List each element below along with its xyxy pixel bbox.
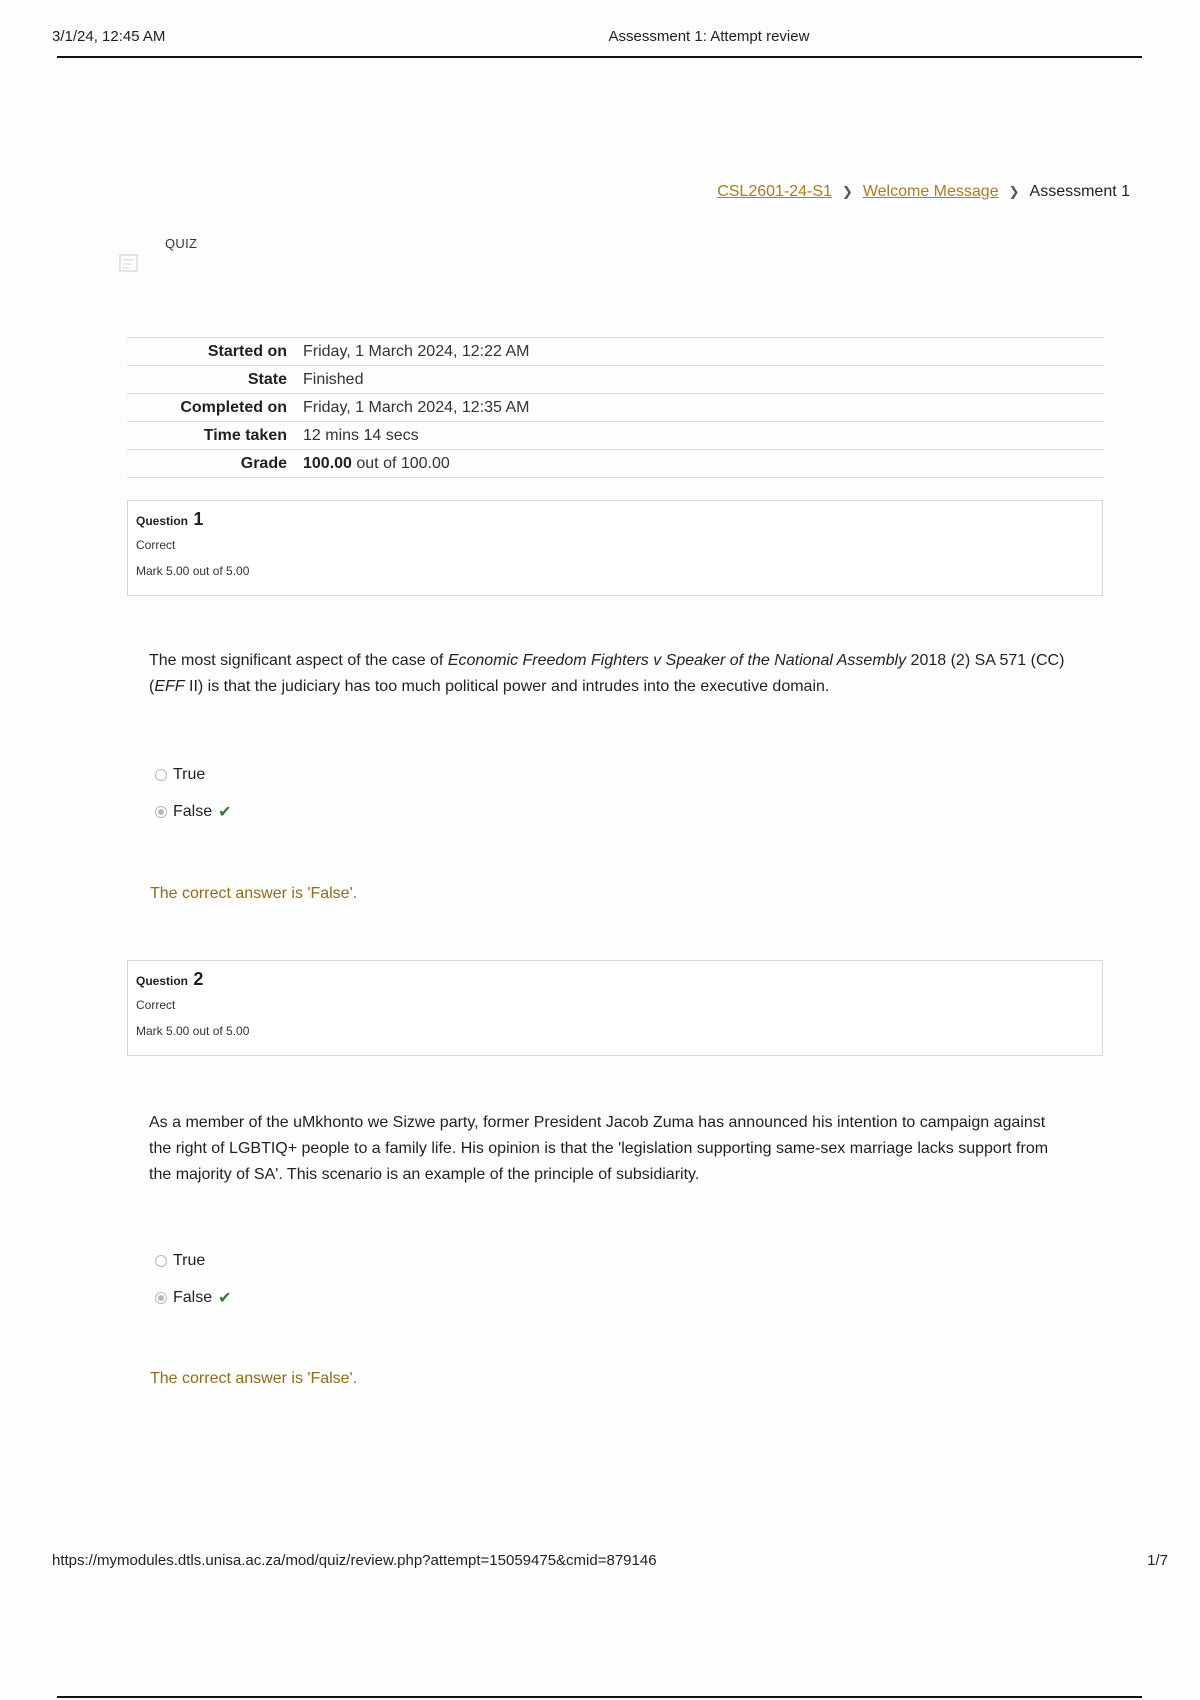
answer-label: False <box>173 1289 213 1306</box>
chevron-right-icon: ❯ <box>1008 184 1020 199</box>
question-text: As a member of the uMkhonto we Sizwe party, former President Jacob Zuma has announced his intention to campaign against the right of LGBTIQ+ people to a family life. His opinion is that the 'legislation supporting same-sex marriage lacks support from the majority of SA'. This scenario is an example of the principle of subsidiarity. <box>149 1114 1049 1183</box>
breadcrumb-section-link[interactable]: Welcome Message <box>862 183 999 200</box>
summary-row <box>127 450 1104 478</box>
question-number-value: 2 <box>193 969 204 989</box>
answer-option[interactable] <box>155 766 205 784</box>
answer-option[interactable] <box>155 1252 205 1270</box>
print-header-title: Assessment 1: Attempt review <box>608 28 810 45</box>
summary-label: State <box>247 370 287 388</box>
question-number: Question 1 <box>136 509 204 529</box>
answer-label: False <box>173 803 213 820</box>
footer-divider <box>57 1696 1142 1698</box>
radio-button-selected[interactable] <box>155 1292 167 1304</box>
quiz-icon <box>118 252 140 274</box>
summary-grade-value <box>303 450 1104 478</box>
grade-score: 100.00 <box>303 454 352 472</box>
question-number-value: 1 <box>193 509 204 529</box>
right-answer-feedback: The correct answer is 'False'. <box>150 885 358 902</box>
print-footer-page-number: 1/7 <box>1147 1552 1168 1569</box>
summary-row <box>127 394 1104 422</box>
question-info-box <box>127 500 1103 596</box>
grade-max: out of 100.00 <box>351 454 450 472</box>
activity-type-label: QUIZ <box>165 236 198 251</box>
question-info-box <box>127 960 1103 1056</box>
print-header-date: 3/1/24, 12:45 AM <box>52 28 166 45</box>
summary-row <box>127 422 1104 450</box>
radio-button[interactable] <box>155 1255 167 1267</box>
chevron-right-icon: ❯ <box>841 184 853 199</box>
radio-button[interactable] <box>155 769 167 781</box>
summary-value: 12 mins 14 secs <box>303 426 419 444</box>
question-number: Question 2 <box>136 969 204 989</box>
summary-row <box>127 366 1104 394</box>
summary-label: Started on <box>207 342 287 360</box>
question-text: The most significant aspect of the case of Economic Freedom Fighters v Speaker of the National Assembly 2018 (2) SA 571 (CC) (EFF II) is that the judiciary has too much political power and intrudes into the executive domain. <box>149 652 1065 695</box>
attempt-summary-table <box>127 337 1104 478</box>
breadcrumb-course-link[interactable]: CSL2601-24-S1 <box>717 183 832 200</box>
print-footer-url: https://mymodules.dtls.unisa.ac.za/mod/quiz/review.php?attempt=15059475&cmid=879146 <box>52 1552 657 1569</box>
summary-row <box>127 338 1104 366</box>
checkmark-icon: ✔ <box>218 1290 232 1307</box>
answer-option[interactable] <box>155 802 232 822</box>
summary-label: Completed on <box>180 398 287 416</box>
question-mark: Mark 5.00 out of 5.00 <box>136 1024 250 1038</box>
checkmark-icon: ✔ <box>218 804 232 821</box>
answer-label: True <box>173 1252 206 1269</box>
summary-label: Time taken <box>203 426 287 444</box>
right-answer-feedback: The correct answer is 'False'. <box>150 1370 358 1387</box>
summary-value: Finished <box>303 370 364 388</box>
breadcrumb-current: Assessment 1 <box>1029 183 1130 200</box>
question-state: Correct <box>136 538 176 552</box>
summary-label: Grade <box>240 454 287 472</box>
summary-value: Friday, 1 March 2024, 12:35 AM <box>303 398 530 416</box>
answer-label: True <box>173 766 206 783</box>
case-short-name: EFF <box>154 678 185 695</box>
breadcrumb <box>717 183 1130 201</box>
radio-button-selected[interactable] <box>155 806 167 818</box>
question-state: Correct <box>136 998 176 1012</box>
answer-option[interactable] <box>155 1288 232 1308</box>
case-name: Economic Freedom Fighters v Speaker of the National Assembly <box>447 652 907 669</box>
question-mark: Mark 5.00 out of 5.00 <box>136 564 250 578</box>
summary-value: Friday, 1 March 2024, 12:22 AM <box>303 342 530 360</box>
header-divider <box>57 56 1142 58</box>
